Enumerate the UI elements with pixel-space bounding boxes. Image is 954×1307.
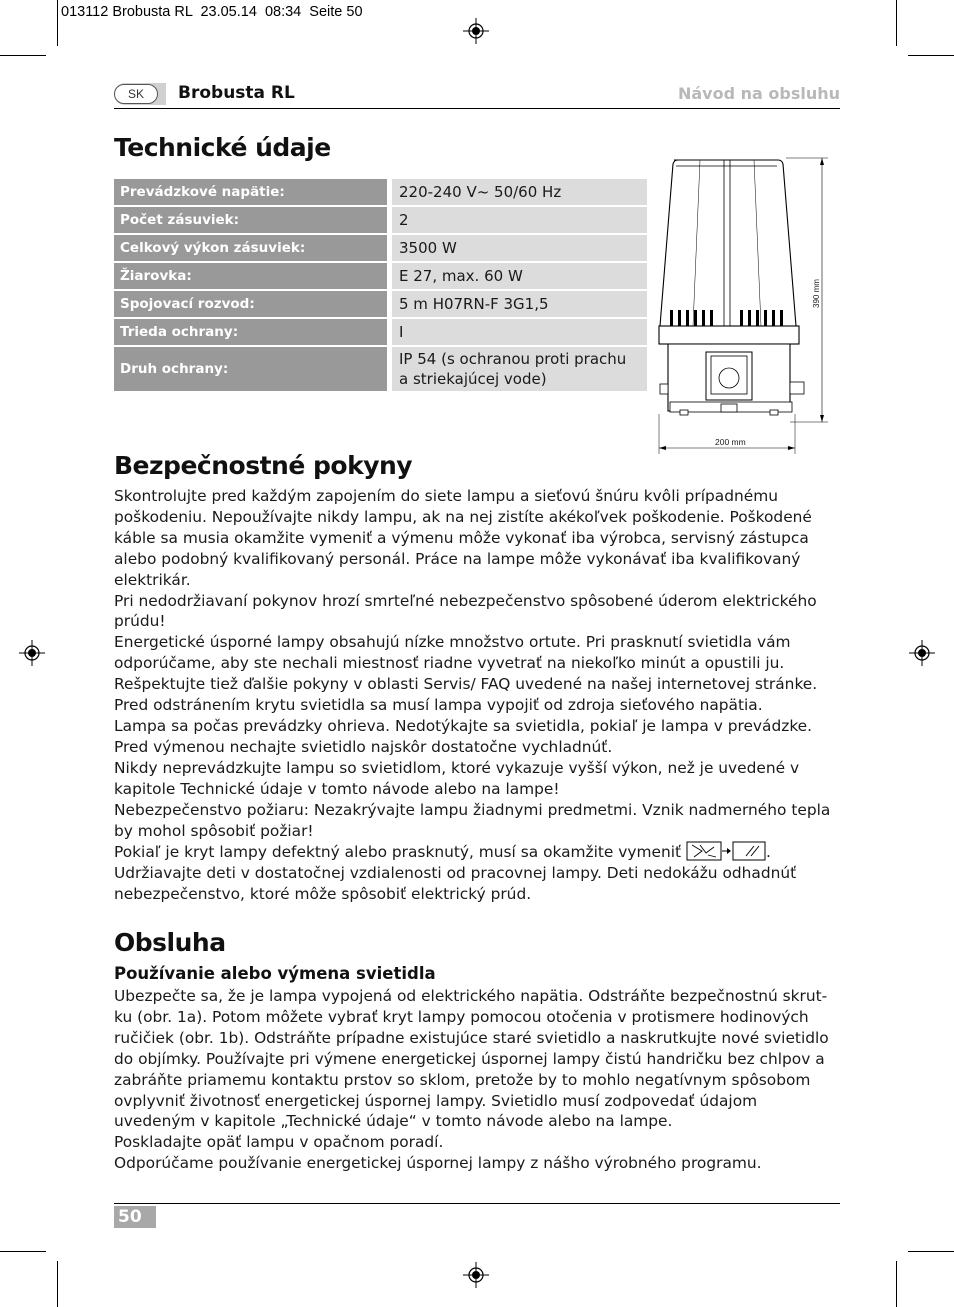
crop-mark	[0, 1251, 46, 1252]
safety-paragraph: Lampa sa počas prevádzky ohrieva. Nedotýkajte sa svietidla, pokiaľ je lampa v prevádzke.	[114, 716, 813, 735]
crop-mark	[57, 0, 58, 46]
replace-cover-line	[114, 841, 834, 863]
safety-paragraph: Skontrolujte pred každým zapojením do siete lampu a sieťovú šnúru kvôli prípadnému poškodeniu. Nepoužívajte nikdy lampu, ak na nej zistíte akékoľvek poškodenie. Poškodené káble sa musia okamžite vymeniť a výmenu môže vykonať iba výrobca, servisný zástupca alebo podobný kvalifikovaný personál. Práce na lampe môže vykonávať iba kvalifikovaný elektrikár.	[114, 487, 812, 589]
arrow-right-icon	[722, 841, 732, 861]
spec-row	[114, 207, 647, 233]
operation-text	[114, 986, 834, 1174]
crop-mark	[896, 1261, 897, 1307]
product-name: Brobusta RL	[178, 83, 295, 103]
crop-mark	[0, 55, 46, 56]
crop-mark	[896, 0, 897, 46]
spec-table	[114, 177, 647, 393]
page-number: 50	[114, 1206, 156, 1228]
print-info: 013112 Brobusta RL 23.05.14 08:34 Seite 50	[61, 4, 363, 20]
spec-row	[114, 347, 647, 391]
spec-label: Trieda ochrany:	[114, 319, 392, 345]
spec-value: 2	[392, 207, 647, 233]
spec-row	[114, 179, 647, 205]
technical-title: Technické údaje	[114, 133, 331, 162]
width-dimension-label: 200 mm	[715, 437, 746, 447]
manual-title: Návod na obsluhu	[677, 84, 840, 103]
safety-paragraph: Rešpektujte tiež ďalšie pokyny v oblasti Servis/ FAQ uvedené na našej internetovej stránke.	[114, 675, 818, 694]
header-divider	[114, 108, 840, 109]
spec-row	[114, 319, 647, 345]
safety-paragraph: Energetické úsporné lampy obsahujú nízke množstvo ortute. Pri prasknutí svietidla vám odporúčame, aby ste nechali miestnosť riadne vyvetrať na niekoľko minút a opustili ju.	[114, 633, 791, 673]
spec-label: Žiarovka:	[114, 263, 392, 289]
replace-cover-end: .	[765, 843, 771, 862]
safety-paragraph: Pred výmenou nechajte svietidlo najskôr dostatočne vychladnúť.	[114, 737, 613, 756]
crop-mark	[908, 1251, 954, 1252]
spec-value: E 27, max. 60 W	[392, 263, 647, 289]
operation-paragraph: Poskladajte opäť lampu v opačnom poradí.	[114, 1133, 444, 1152]
spec-label: Prevádzkové napätie:	[114, 179, 392, 205]
language-badge: SK	[114, 84, 158, 104]
operation-title: Obsluha	[114, 928, 226, 957]
spec-label: Celkový výkon zásuviek:	[114, 235, 392, 261]
registration-mark-icon	[909, 640, 935, 666]
registration-mark-icon	[463, 18, 489, 44]
spec-value: IP 54 (s ochranou proti prachu a striekajúcej vode)	[392, 347, 647, 391]
spec-value: 220-240 V~ 50/60 Hz	[392, 179, 647, 205]
spec-row	[114, 263, 647, 289]
crop-mark	[908, 55, 954, 56]
footer-divider	[114, 1203, 840, 1204]
operation-paragraph: Ubezpečte sa, že je lampa vypojená od elektrického napätia. Odstráňte bezpečnostnú skrut-ku (obr. 1a). Potom môžete vybrať kryt lampy pomocou otočenia v protismere hodinových ručičiek (obr. 1b). Odstráňte prípadne existujúce staré svietidlo a naskrutkujte nové svietidlo do objímky. Používajte pri výmene energetickej úspornej lampy čistú handričku bez chlpov a zabráňte priamemu kontaktu prstov so sklom, pretože by to mohlo negatívnym spôsobom ovplyvniť životnosť energetickej úspornej lampy. Svietidlo musí zodpovedať údajom uvedeným v kapitole „Technické údaje“ v tomto návode alebo na lampe.	[114, 987, 829, 1131]
safety-text	[114, 486, 834, 905]
spec-label: Druh ochrany:	[114, 347, 392, 391]
operation-paragraph: Odporúčame používanie energetickej úspornej lampy z nášho výrobného programu.	[114, 1154, 762, 1173]
spec-value: 3500 W	[392, 235, 647, 261]
new-cover-icon	[732, 841, 766, 861]
safety-title: Bezpečnostné pokyny	[114, 451, 413, 480]
operation-subtitle: Používanie alebo výmena svietidla	[114, 964, 436, 983]
registration-mark-icon	[19, 640, 45, 666]
lamp-dimension-diagram	[656, 156, 832, 454]
spec-label: Spojovací rozvod:	[114, 291, 392, 317]
spec-row	[114, 235, 647, 261]
spec-row	[114, 291, 647, 317]
safety-paragraph: Nebezpečenstvo požiaru: Nezakrývajte lampu žiadnymi predmetmi. Vznik nadmerného tepla by mohol spôsobiť požiar!	[114, 800, 831, 840]
children-warning: Udržiavajte deti v dostatočnej vzdialenosti od pracovnej lampy. Deti nedokážu odhadnúť nebezpečenstvo, ktoré môže spôsobiť elektrický prúd.	[114, 864, 797, 904]
registration-mark-icon	[463, 1262, 489, 1288]
spec-label: Počet zásuviek:	[114, 207, 392, 233]
spec-value: I	[392, 319, 647, 345]
safety-paragraph: Nikdy neprevádzkujte lampu so svietidlom, ktoré vykazuje vyšší výkon, než je uvedené v kapitole Technické údaje v tomto návode alebo na lampe!	[114, 758, 800, 798]
height-dimension-label: 390 mm	[812, 279, 821, 308]
broken-cover-icon	[686, 841, 722, 861]
crop-mark	[57, 1261, 58, 1307]
replace-cover-text: Pokiaľ je kryt lampy defektný alebo prasknutý, musí sa okamžite vymeniť	[114, 843, 682, 862]
safety-paragraph: Pred odstránením krytu svietidla sa musí lampa vypojiť od zdroja sieťového napätia.	[114, 696, 763, 715]
safety-paragraph: Pri nedodržiavaní pokynov hrozí smrteľné nebezpečenstvo spôsobené úderom elektrického prúdu!	[114, 591, 817, 631]
spec-value: 5 m H07RN-F 3G1,5	[392, 291, 647, 317]
